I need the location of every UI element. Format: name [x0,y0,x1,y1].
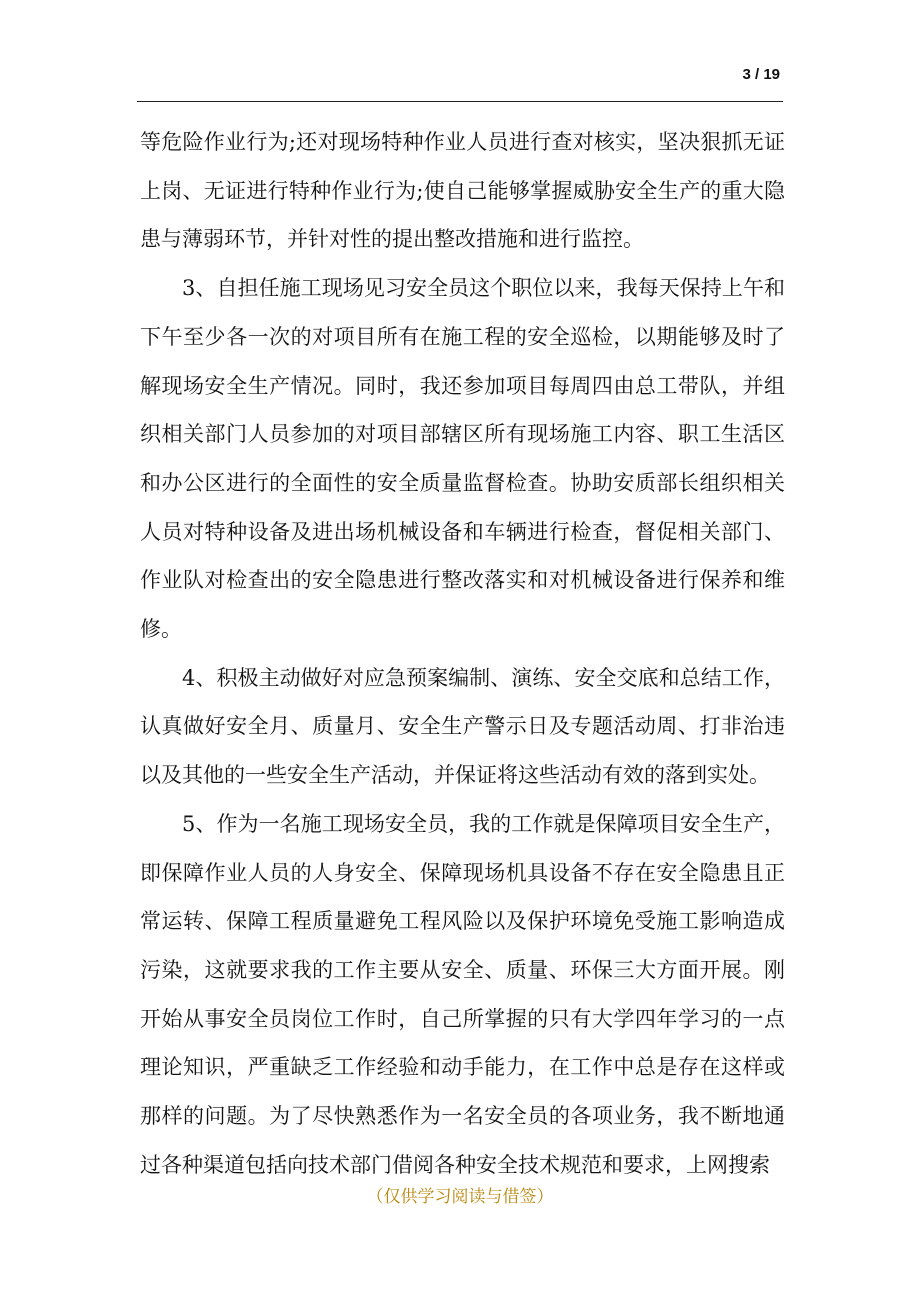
paragraph-item-4: 4、积极主动做好对应急预案编制、演练、安全交底和总结工作，认真做好安全月、质量月、安全生产警示日及专题活动周、打非治违以及其他的一些安全生产活动，并保证将这些活动有效的落到实处。 [140,665,785,788]
document-body [140,118,785,1189]
page-number: 3 / 19 [742,66,780,83]
paragraph-continuation: 等危险作业行为;还对现场特种作业人员进行查对核实，坚决狠抓无证上岗、无证进行特种作业行为;使自己能够掌握威胁安全生产的重大隐患与薄弱环节，并针对性的提出整改措施和进行监控。 [140,130,785,252]
footer-note: （仅供学习阅读与借签） [366,1187,554,1207]
header-divider [137,101,783,102]
paragraph-item-5: 5、作为一名施工现场安全员，我的工作就是保障项目安全生产，即保障作业人员的人身安全、保障现场机具设备不存在安全隐患且正常运转、保障工程质量避免工程风险以及保护环境免受施工影响造成污染，这就要求我的工作主要从安全、质量、环保三大方面开展。刚开始从事安全员岗位工作时，自己所掌握的只有大学四年学习的一点理论知识，严重缺乏工作经验和动手能力，在工作中总是存在这样或那样的问题。为了尽快熟悉作为一名安全员的各项业务，我不断地通过各种渠道包括向技术部门借阅各种安全技术规范和要求，上网搜索 [140,811,785,1177]
paragraph-item-3: 3、自担任施工现场见习安全员这个职位以来，我每天保持上午和下午至少各一次的对项目所有在施工程的安全巡检，以期能够及时了解现场安全生产情况。同时，我还参加项目每周四由总工带队，并组织相关部门人员参加的对项目部辖区所有现场施工内容、职工生活区和办公区进行的全面性的安全质量监督检查。协助安质部长组织相关人员对特种设备及进出场机械设备和车辆进行检查，督促相关部门、作业队对检查出的安全隐患进行整改落实和对机械设备进行保养和维修。 [140,276,785,642]
